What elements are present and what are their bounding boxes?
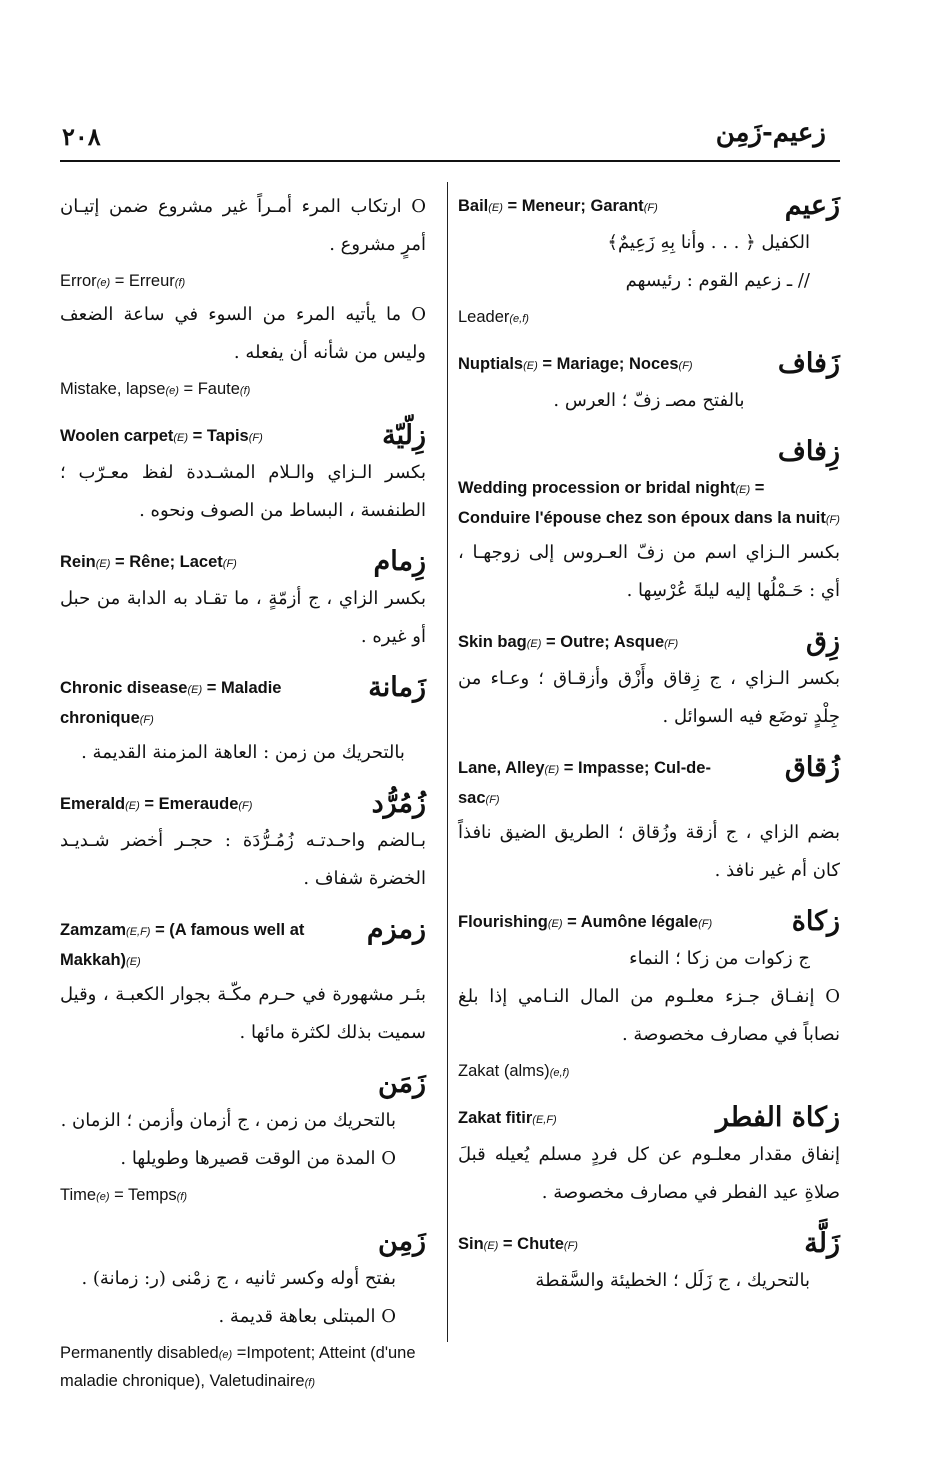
dictionary-entry bbox=[60, 544, 426, 656]
dictionary-entry bbox=[458, 904, 840, 1086]
right-column bbox=[458, 184, 840, 1300]
dictionary-entry bbox=[458, 188, 840, 332]
definition-text: بالتحريك من زمن ، ج أزمان وأزمن ؛ الزمان . bbox=[60, 1110, 396, 1131]
dictionary-entry bbox=[458, 434, 840, 610]
dictionary-entry bbox=[458, 346, 840, 420]
header-rule bbox=[60, 160, 840, 162]
dictionary-entry bbox=[458, 624, 840, 736]
definition-text: O المبتلى بعاهة قديمة . bbox=[218, 1306, 396, 1327]
definition-text: الكفيل ﴿ . . . وأنا بِهِ زَعِيمٌ﴾ bbox=[607, 232, 810, 253]
dictionary-entry bbox=[60, 786, 426, 898]
headword: زِلّيّة bbox=[382, 420, 426, 451]
definition-text: بـالضم واحـدتـه زُمُـرُّدَة : حجـر أخضر شـديـد الخضرة شفاف . bbox=[60, 830, 426, 889]
translation-equivalent: Flourishing(E) = Aumône légale(F) bbox=[458, 913, 713, 931]
definition-text: بكسر الـزاي اسم من زفّ العـروس إلى زوجهـا ، أي : حَـمْلُها إليه ليلةَ عُرْسِها . bbox=[458, 542, 840, 601]
definition-text: بالتحريك من زمن : العاهة المزمنة القديمة . bbox=[81, 742, 405, 763]
gloss-text: Permanently disabled(e) =Impotent; Atteint (d'une maladie chronique), Valetudinaire(f) bbox=[60, 1344, 416, 1390]
definition-text: إنفاق مقدار معلـوم عن كل فردٍ مسلم يُعيله قبلَ صلاةِ عيد الفطر في مصارف مخصوصة . bbox=[458, 1144, 840, 1203]
definition-text: بالفتح مصـ زفّ ؛ العرس . bbox=[553, 390, 745, 411]
translation-equivalent: Zamzam(E,F) = (A famous well at Makkah)(E) bbox=[60, 921, 305, 969]
headword: زَمِن bbox=[377, 1226, 426, 1257]
headword: زكاة الفطر bbox=[715, 1102, 840, 1133]
headword: زَمَن bbox=[377, 1068, 426, 1099]
headword: زُقاق bbox=[784, 752, 840, 783]
dictionary-entry bbox=[60, 670, 426, 772]
column-divider bbox=[447, 182, 448, 1342]
definition-text: بئـر مشهورة في حـرم مكّـة بجوار الكعبـة ، وقيل سميت بذلك لكثرة مائها . bbox=[60, 984, 426, 1043]
translation-equivalent: Zakat fitir(E,F) bbox=[458, 1109, 557, 1127]
dictionary-entry bbox=[458, 1226, 840, 1300]
translation-equivalent: Emerald(E) = Emeraude(F) bbox=[60, 795, 253, 813]
headword: زَلَّة bbox=[804, 1228, 840, 1259]
dictionary-entry bbox=[60, 912, 426, 1052]
headword: زمزم bbox=[366, 914, 426, 945]
dictionary-entry bbox=[60, 1224, 426, 1396]
gloss-text: Zakat (alms)(e,f) bbox=[458, 1062, 570, 1080]
headword: زِمام bbox=[373, 546, 426, 577]
definition-text: O ما يأتيه المرء من السوء في ساعة الضعف وليس من شأنه أن يفعله . bbox=[60, 304, 426, 363]
gloss-text: Time(e) = Temps(f) bbox=[60, 1186, 188, 1204]
headword: زكاة bbox=[791, 906, 840, 937]
headword: زِق bbox=[806, 626, 840, 657]
page-number: ٢٠٨ bbox=[62, 122, 101, 151]
dictionary-entry bbox=[458, 750, 840, 890]
definition-text: بضم الزاي ، ج أزقة وزُقاق ؛ الطريق الضيق نافذاً كان أم غير نافذ . bbox=[458, 822, 840, 881]
definition-text: بالتحريك ، ج زَلَل ؛ الخطيئة والسَّقطة bbox=[535, 1270, 810, 1291]
definition-text: بكسر الزاي ، ج أزمّةٍ ، ما تقـاد به الدابة من حبل أو غيره . bbox=[60, 588, 426, 647]
page-running-title: زعيم-زَمِن bbox=[715, 118, 826, 148]
dictionary-entry bbox=[60, 418, 426, 530]
left-column bbox=[60, 184, 426, 1396]
gloss-text: Leader(e,f) bbox=[458, 308, 529, 326]
dictionary-entry bbox=[60, 1066, 426, 1210]
continued-entry bbox=[60, 188, 426, 404]
dictionary-entry bbox=[458, 1100, 840, 1212]
translation-equivalent: Wedding procession or bridal night(E) = Conduire l'épouse chez son époux dans la nuit(F) bbox=[458, 479, 840, 527]
translation-equivalent: Bail(E) = Meneur; Garant(F) bbox=[458, 197, 658, 215]
translation-equivalent: Sin(E) = Chute(F) bbox=[458, 1235, 578, 1253]
headword: زَمانة bbox=[368, 672, 426, 703]
definition-text: O ارتكاب المرء أمـراً غير مشروع ضمن إتيـان أمرٍ مشروع . bbox=[60, 196, 426, 255]
definition-text: بكسر الـزاي والـلام المشـددة لفظ معـرّب ؛ الطنفسة ، البساط من الصوف ونحوه . bbox=[60, 462, 426, 521]
definition-text: بفتح أوله وكسر ثانيه ، ج زمْنى (ر: زمانة) . bbox=[81, 1268, 396, 1289]
definition-text: ج زكوات من زكا ؛ النماء bbox=[629, 948, 810, 969]
translation-equivalent: Chronic disease(E) = Maladie chronique(F) bbox=[60, 679, 282, 727]
translation-equivalent: Woolen carpet(E) = Tapis(F) bbox=[60, 427, 263, 445]
gloss-text: Error(e) = Erreur(f) bbox=[60, 272, 186, 290]
headword: زِفاف bbox=[777, 436, 840, 467]
headword: زَفاف bbox=[777, 348, 840, 379]
definition-text: O المدة من الوقت قصيرها وطويلها . bbox=[120, 1148, 396, 1169]
definition-text: O إنفـاق جـزء معلـوم من المال النـامي إذا بلغ نصاباً في مصارف مخصوصة . bbox=[458, 986, 840, 1045]
definition-text: بكسر الـزاي ، ج زِقاق وأَزْق وأزقـاق ؛ وعـاء من جِلْدٍ توضَع فيه السوائل . bbox=[458, 668, 840, 727]
headword: زُمُرُّد bbox=[371, 788, 426, 819]
translation-equivalent: Nuptials(E) = Mariage; Noces(F) bbox=[458, 355, 693, 373]
translation-equivalent: Rein(E) = Rêne; Lacet(F) bbox=[60, 553, 237, 571]
definition-text: // ـ زعيم القوم : رئيسهم bbox=[625, 270, 810, 291]
gloss-text: Mistake, lapse(e) = Faute(f) bbox=[60, 380, 251, 398]
headword: زَعيم bbox=[784, 190, 840, 221]
translation-equivalent: Skin bag(E) = Outre; Asque(F) bbox=[458, 633, 679, 651]
translation-equivalent: Lane, Alley(E) = Impasse; Cul-de-sac(F) bbox=[458, 759, 711, 807]
